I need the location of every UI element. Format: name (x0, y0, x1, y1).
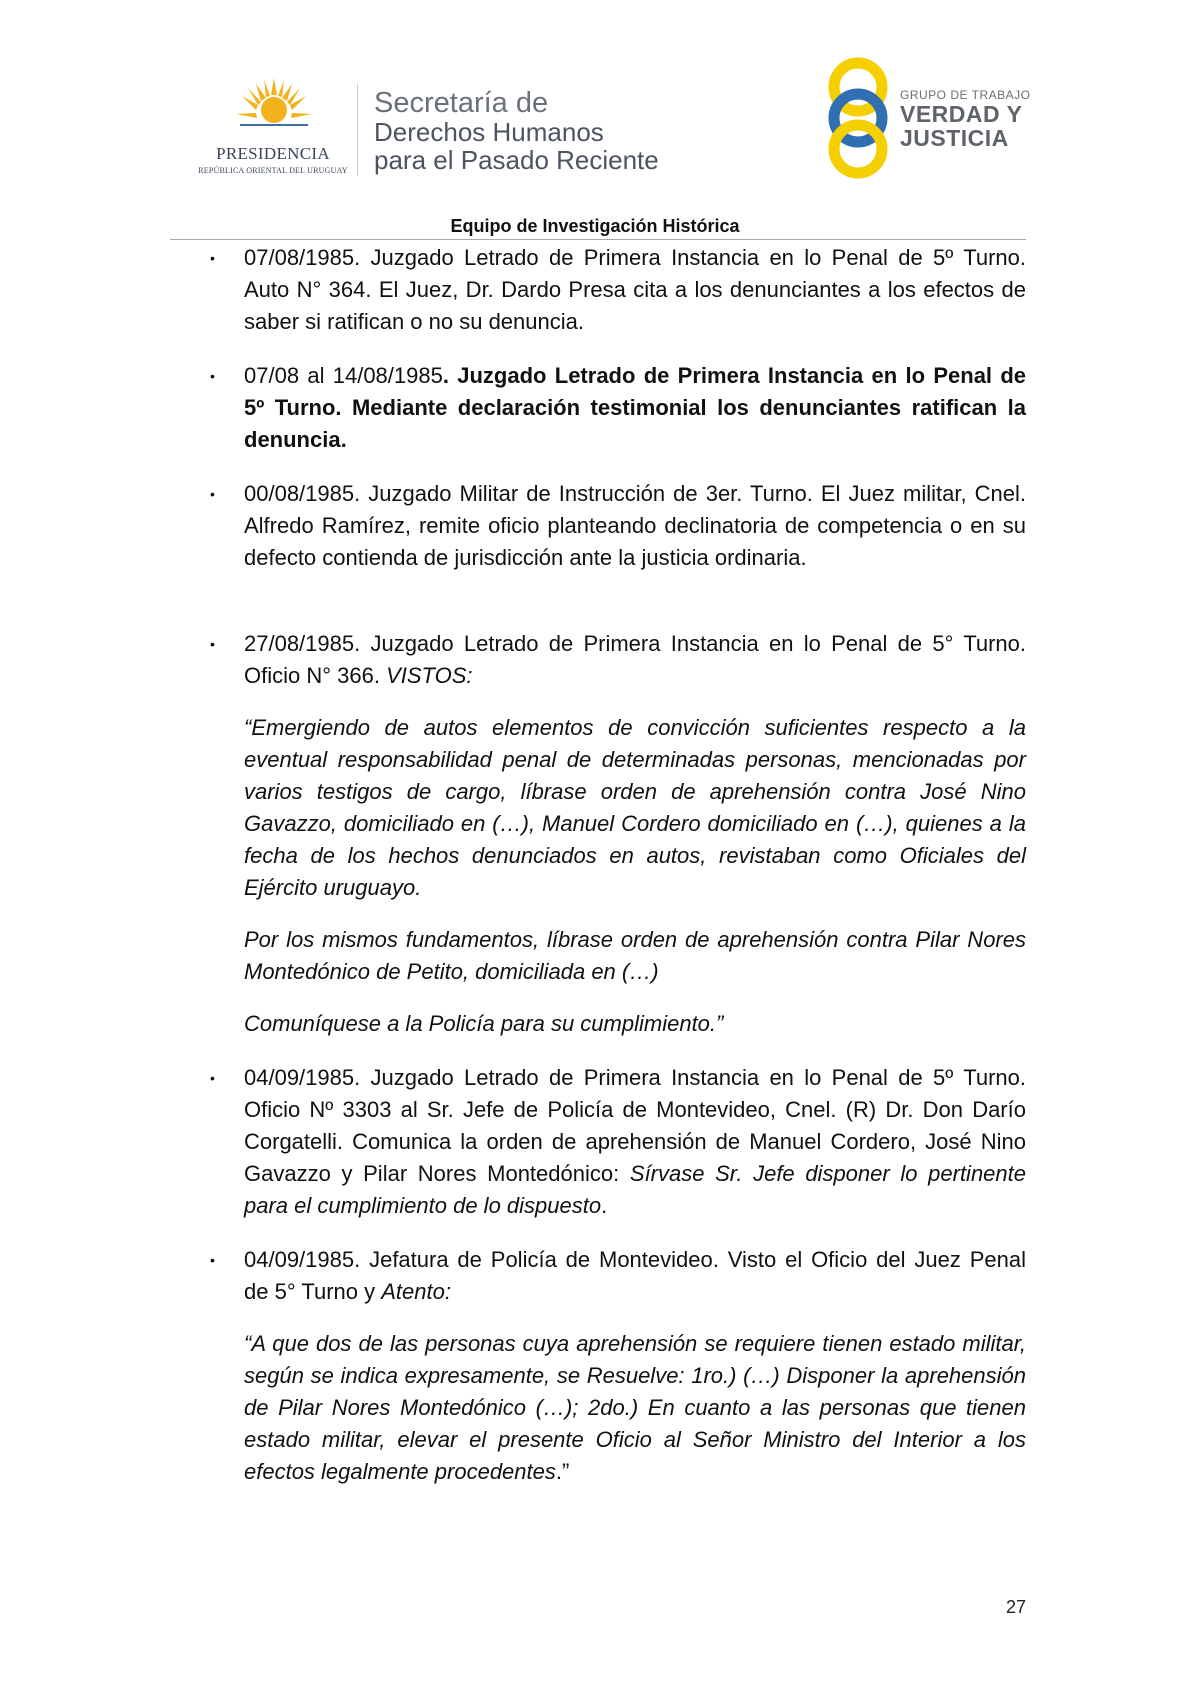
secretaria-line-3: para el Pasado Reciente (374, 145, 659, 175)
entry-italic: Sírvase Sr. Jefe disponer lo pertinente para el cumplimiento de lo dispuesto (244, 1161, 1026, 1218)
secretaria-line-2: Derechos Humanos (374, 117, 604, 147)
presidencia-subtitle: REPÚBLICA ORIENTAL DEL URUGUAY (198, 166, 348, 175)
entry-text: 27/08/1985. Juzgado Letrado de Primera Instancia en lo Penal de 5° Turno. Oficio N° 366. (244, 631, 1026, 688)
page-header (0, 0, 1190, 240)
quote-text: “A que dos de las personas cuya aprehensión se requiere tienen estado militar, según se indica expresamente, se Resuelve: 1ro.) (…) Disponer la aprehensión de Pilar Nores Montedónico (…); 2do.) En cuanto a las personas que tienen estado militar, elevar el presente Oficio al Señor Ministro del Interior a los efectos legalmente procedentes (244, 1331, 1026, 1484)
verdad-label: VERDAD Y (900, 101, 1023, 127)
bullet-marker: • (210, 368, 215, 384)
quote-paragraph: Comuníquese a la Policía para su cumplimiento.” (244, 1011, 724, 1036)
bullet-marker: • (210, 1252, 215, 1268)
bullet-marker: • (210, 486, 215, 502)
verdad-justicia-logo (822, 56, 1032, 182)
rings-emblem-icon (822, 56, 894, 180)
entry-date: 07/08 al 14/08/1985 (244, 363, 443, 388)
bullet-marker: • (210, 636, 215, 652)
secretaria-logo-text (374, 88, 714, 174)
team-title: Equipo de Investigación Histórica (450, 216, 740, 236)
timeline-entry (244, 1244, 1026, 1308)
verdad-justicia-text (900, 88, 1040, 150)
page-number: 27 (1005, 1597, 1026, 1617)
timeline-entry (244, 628, 1026, 692)
quote-paragraph (244, 1328, 1026, 1488)
presidencia-logo (196, 78, 350, 178)
timeline-entry (244, 360, 1026, 456)
entry-text: 04/09/1985. Juzgado Letrado de Primera Instancia en lo Penal de 5º Turno. Oficio Nº 3303 al Sr. Jefe de Policía de Montevideo, Cnel. (R) Dr. Don Darío Corgatelli. Comunica la orden de aprehensión de Manuel Cordero, José Nino Gavazzo y Pilar Nores Montedónico: (244, 1065, 1026, 1186)
entry-text: 04/09/1985. Jefatura de Policía de Montevideo. Visto el Oficio del Juez Penal de 5° Turno y (244, 1247, 1026, 1304)
bullet-marker: • (210, 250, 215, 266)
secretaria-line-1: Secretaría de (374, 87, 549, 119)
sun-emblem-icon (236, 78, 312, 140)
bullet-marker: • (210, 1070, 215, 1086)
presidencia-wordmark: PRESIDENCIA (216, 144, 330, 163)
header-divider (357, 84, 358, 176)
timeline-entry (244, 1062, 1026, 1222)
quote-close: .” (555, 1459, 570, 1484)
timeline-entry: 00/08/1985. Juzgado Militar de Instrucción de 3er. Turno. El Juez militar, Cnel. Alfredo Ramírez, remite oficio planteando declinatoria de competencia o en su defecto contienda de jurisdicción ante la justicia ordinaria. (244, 481, 1026, 570)
justicia-label: JUSTICIA (900, 125, 1009, 151)
quote-paragraph: Por los mismos fundamentos, líbrase orden de aprehensión contra Pilar Nores Montedónico de Petito, domiciliada en (…) (244, 927, 1026, 984)
entry-italic: Atento: (381, 1279, 451, 1304)
timeline-entry: 07/08/1985. Juzgado Letrado de Primera Instancia en lo Penal de 5º Turno. Auto N° 364. El Juez, Dr. Dardo Presa cita a los denunciantes a los efectos de saber si ratifican o no su denuncia. (244, 245, 1026, 334)
grupo-label: GRUPO DE TRABAJO (900, 88, 1031, 102)
entry-text: . Juzgado Letrado de Primera Instancia en lo Penal de 5º Turno. Mediante declaración testimonial los denunciantes ratifican la denuncia. (244, 363, 1026, 452)
quote-paragraph: “Emergiendo de autos elementos de convicción suficientes respecto a la eventual responsabilidad penal de determinadas personas, mencionadas por varios testigos de cargo, líbrase orden de aprehensión contra José Nino Gavazzo, domiciliado en (…), Manuel Cordero domiciliado en (…), quienes a la fecha de los hechos denunciados en autos, revistaban como Oficiales del Ejército uruguayo. (244, 715, 1026, 900)
entry-text: . (601, 1193, 608, 1218)
header-rule (170, 239, 1026, 240)
entry-italic: VISTOS: (386, 663, 473, 688)
